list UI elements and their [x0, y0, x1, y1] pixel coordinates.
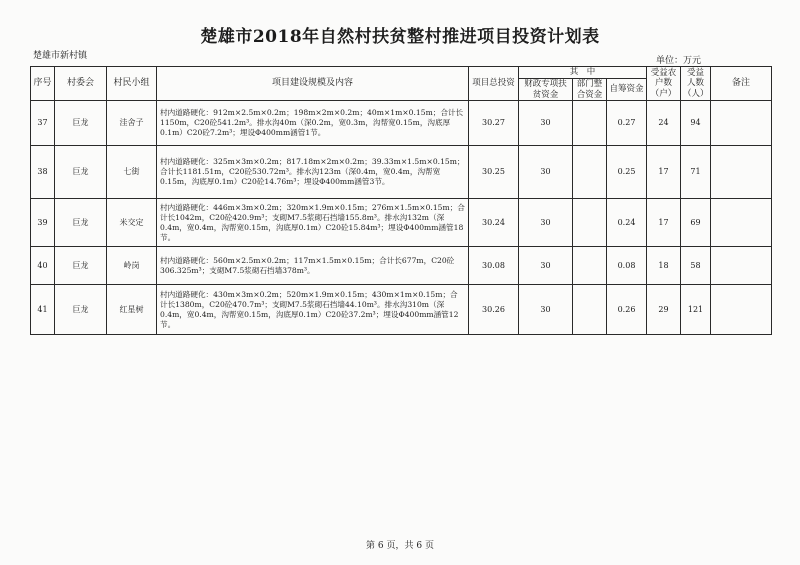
unit-label: 单位：万元: [656, 56, 702, 66]
cell-committee: 巨龙: [55, 146, 107, 199]
table-row: [31, 247, 772, 285]
header-committee: 村委会: [55, 67, 107, 101]
header-finance: 财政专项扶贫资金: [519, 79, 573, 101]
table-row: [31, 101, 772, 146]
cell-committee: 巨龙: [55, 101, 107, 146]
table-row: [31, 146, 772, 199]
header-among: 其 中: [519, 67, 647, 79]
cell-dept: [573, 101, 607, 146]
cell-self: 0.26: [607, 285, 647, 335]
header-total: 项目总投资: [469, 67, 519, 101]
cell-self: 0.08: [607, 247, 647, 285]
cell-dept: [573, 146, 607, 199]
cell-remark: [711, 247, 772, 285]
cell-total: 30.25: [469, 146, 519, 199]
cell-households: 24: [647, 101, 681, 146]
cell-committee: 巨龙: [55, 285, 107, 335]
cell-total: 30.26: [469, 285, 519, 335]
investment-plan-table: [30, 66, 772, 335]
cell-people: 71: [681, 146, 711, 199]
cell-content: 村内道路硬化：560m×2.5m×0.2m；117m×1.5m×0.15m；合计长677m，C20砼306.325m³；支砌M7.5浆砌石挡墙378m³。: [157, 247, 469, 285]
cell-self: 0.25: [607, 146, 647, 199]
cell-dept: [573, 247, 607, 285]
cell-remark: [711, 146, 772, 199]
cell-remark: [711, 199, 772, 247]
cell-self: 0.27: [607, 101, 647, 146]
cell-finance: 30: [519, 285, 573, 335]
cell-households: 17: [647, 199, 681, 247]
cell-remark: [711, 285, 772, 335]
page-footer: 第 6 页，共 6 页: [366, 541, 434, 551]
header-households: 受益农户数（户）: [647, 67, 681, 101]
table-row: [31, 285, 772, 335]
header-people: 受益人数（人）: [681, 67, 711, 101]
cell-finance: 30: [519, 101, 573, 146]
cell-remark: [711, 101, 772, 146]
cell-total: 30.27: [469, 101, 519, 146]
cell-finance: 30: [519, 247, 573, 285]
cell-households: 29: [647, 285, 681, 335]
cell-households: 17: [647, 146, 681, 199]
header-seq: 序号: [31, 67, 55, 101]
header-group: 村民小组: [107, 67, 157, 101]
cell-finance: 30: [519, 146, 573, 199]
cell-seq: 37: [31, 101, 55, 146]
cell-seq: 41: [31, 285, 55, 335]
cell-dept: [573, 199, 607, 247]
cell-group: 红星树: [107, 285, 157, 335]
cell-people: 58: [681, 247, 711, 285]
cell-content: 村内道路硬化：912m×2.5m×0.2m；198m×2m×0.2m；40m×1m×0.15m；合计长1150m，C20砼541.2m³。排水沟40m（深0.2m，宽0.3m，沟帮宽0.15m，沟底厚0.1m）C20砼7.2m³；埋设Φ400mm涵管1节。: [157, 101, 469, 146]
cell-total: 30.08: [469, 247, 519, 285]
cell-content: 村内道路硬化：446m×3m×0.2m；320m×1.9m×0.15m；276m×1.5m×0.15m；合计长1042m，C20砼420.9m³；支砌M7.5浆砌石挡墙155.8m³。排水沟132m（深0.4m，宽0.4m，沟帮宽0.15m，沟底厚0.1m）C20砼15.84m³；埋设Φ400mm涵管18节。: [157, 199, 469, 247]
cell-committee: 巨龙: [55, 247, 107, 285]
cell-seq: 38: [31, 146, 55, 199]
cell-group: 米交定: [107, 199, 157, 247]
cell-people: 94: [681, 101, 711, 146]
cell-content: 村内道路硬化：430m×3m×0.2m；520m×1.9m×0.15m；430m×1m×0.15m；合计长1380m，C20砼470.7m³；支砌M7.5浆砌石挡墙44.10m³。排水沟310m（深0.4m，宽0.4m，沟帮宽0.15m，沟底厚0.1m）C20砼37.2m³；埋设Φ400mm涵管12节。: [157, 285, 469, 335]
cell-group: 岭岗: [107, 247, 157, 285]
table-row: [31, 199, 772, 247]
cell-committee: 巨龙: [55, 199, 107, 247]
cell-total: 30.24: [469, 199, 519, 247]
header-self: 自筹资金: [607, 79, 647, 101]
cell-group: 七街: [107, 146, 157, 199]
cell-group: 洼舍子: [107, 101, 157, 146]
cell-seq: 39: [31, 199, 55, 247]
document-title: 楚雄市2018年自然村扶贫整村推进项目投资计划表: [200, 27, 600, 47]
cell-people: 121: [681, 285, 711, 335]
cell-finance: 30: [519, 199, 573, 247]
cell-self: 0.24: [607, 199, 647, 247]
header-dept: 部门整合资金: [573, 79, 607, 101]
cell-people: 69: [681, 199, 711, 247]
town-name: 楚雄市新村镇: [33, 51, 88, 61]
header-content: 项目建设规模及内容: [157, 67, 469, 101]
cell-content: 村内道路硬化：325m×3m×0.2m；817.18m×2m×0.2m；39.33m×1.5m×0.15m；合计长1181.51m，C20砼530.72m³。排水沟123m（深0.4m，宽0.4m，沟帮宽0.15m，沟底厚0.1m）C20砼14.76m³；埋设Φ400mm涵管3节。: [157, 146, 469, 199]
cell-seq: 40: [31, 247, 55, 285]
cell-dept: [573, 285, 607, 335]
cell-households: 18: [647, 247, 681, 285]
header-remark: 备注: [711, 67, 772, 101]
